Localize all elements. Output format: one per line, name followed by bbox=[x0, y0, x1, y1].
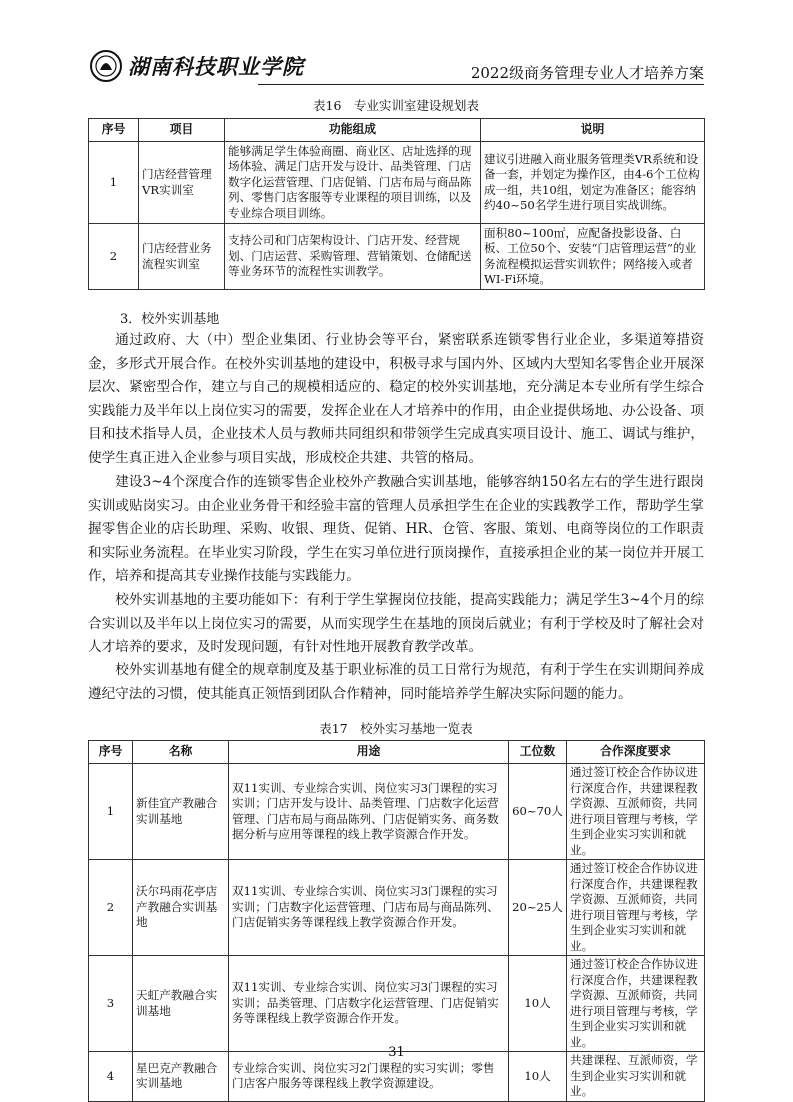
row-use: 双11实训、专业综合实训、岗位实习3门课程的实习实训；门店开发与设计、品类管理、门店数字化运营管理、门店布局与商品陈列、门店促销实务、商务数据分析与应用等课程的线上教学资源合作开发。 bbox=[229, 764, 509, 860]
row-requirement: 通过签订校企合作协议进行深度合作，共建课程教学资源、互派师资，共同进行项目管理与考核，学生到企业实习实训和就业。 bbox=[567, 956, 705, 1052]
table16-caption: 表16 专业实训室建设规划表 bbox=[313, 98, 479, 113]
column-header: 名称 bbox=[133, 741, 229, 764]
row-number: 1 bbox=[89, 142, 139, 224]
row-number: 4 bbox=[89, 1052, 133, 1102]
row-requirement: 通过签订校企合作协议进行深度合作，共建课程教学资源、互派师资，共同进行项目管理与考核，学生到企业实习实训和就业。 bbox=[567, 764, 705, 860]
row-note: 建议引进融入商业服务管理类VR系统和设备一套，并划定为操作区，由4-6个工位构成一组，共10组，划定为准备区；能容纳约40~50名学生进行项目实战训练。 bbox=[481, 142, 705, 224]
svg-text:湖南科技职业学院: 湖南科技职业学院 bbox=[128, 54, 304, 79]
row-requirement: 共建课程、互派师资，学生到企业实习实训和就业。 bbox=[567, 1052, 705, 1102]
table-row bbox=[89, 142, 705, 224]
column-header: 用途 bbox=[229, 741, 509, 764]
row-number: 2 bbox=[89, 860, 133, 956]
row-number: 1 bbox=[89, 764, 133, 860]
column-header: 序号 bbox=[89, 119, 139, 142]
row-seats: 20~25人 bbox=[509, 860, 567, 956]
table-row bbox=[89, 764, 705, 860]
table17-caption: 表17 校外实习基地一览表 bbox=[319, 721, 473, 736]
row-name: 沃尔玛雨花亭店产教融合实训基地 bbox=[133, 860, 229, 956]
row-use: 双11实训、专业综合实训、岗位实习3门课程的实习实训；品类管理、门店数字化运营管理、门店促销实务等课程线上教学资源合作开发。 bbox=[229, 956, 509, 1052]
paragraph: 建设3~4个深度合作的连锁零售企业校外产教融合实训基地，能够容纳150名左右的学生进行跟岗实训或贴岗实习。由企业业务骨干和经验丰富的管理人员承担学生在企业的实践教学工作，帮助学生掌握零售企业的店长助理、采购、收银、理货、促销、HR、仓管、客服、策划、电商等岗位的工作职责和实际业务流程。在毕业实习阶段，学生在实习单位进行顶岗操作，直接承担企业的某一岗位并开展工作，培养和提高其专业操作技能与实践能力。 bbox=[88, 474, 704, 584]
row-name: 天虹产教融合实训基地 bbox=[133, 956, 229, 1052]
row-seats: 10人 bbox=[509, 1052, 567, 1102]
table-row bbox=[89, 860, 705, 956]
row-note: 面积80~100㎡，应配备投影设备、白板、工位50个、安装“门店管理运营”的业务流程模拟运营实训软件；网络接入或者WI-Fi环境。 bbox=[481, 224, 705, 290]
row-number: 3 bbox=[89, 956, 133, 1052]
row-number: 2 bbox=[89, 224, 139, 290]
table-header-row bbox=[89, 119, 705, 142]
table-row bbox=[89, 224, 705, 290]
table16 bbox=[88, 118, 705, 290]
table-row bbox=[89, 956, 705, 1052]
row-use: 专业综合实训、岗位实习2门课程的实习实训；零售门店客户服务等课程线上教学资源建设。 bbox=[229, 1052, 509, 1102]
row-seats: 60~70人 bbox=[509, 764, 567, 860]
column-header: 合作深度要求 bbox=[567, 741, 705, 764]
row-use: 双11实训、专业综合实训、岗位实习3门课程的实习实训；门店数字化运营管理、门店布局与商品陈列、门店促销实务等课程线上教学资源合作开发。 bbox=[229, 860, 509, 956]
column-header: 工位数 bbox=[509, 741, 567, 764]
paragraph: 通过政府、大（中）型企业集团、行业协会等平台，紧密联系连锁零售行业企业，多渠道筹措资金，多形式开展合作。在校外实训基地的建设中，积极寻求与国内外、区域内大型知名零售企业开展深层次、紧密型合作，建立与自己的规模相适应的、稳定的校外实训基地，充分满足本专业所有学生综合实践能力及半年以上岗位实习的需要，发挥企业在人才培养中的作用，由企业提供场地、办公设备、项目和技术指导人员，企业技术人员与教师共同组织和带领学生完成真实项目设计、施工、调试与维护，使学生真正进入企业参与项目实战，形成校企共建、共管的格局。 bbox=[88, 332, 704, 466]
page-number: 31 bbox=[388, 1045, 405, 1060]
column-header: 序号 bbox=[89, 741, 133, 764]
column-header: 说明 bbox=[481, 119, 705, 142]
row-name: 新佳宜产教融合实训基地 bbox=[133, 764, 229, 860]
section-title: 3．校外实训基地 bbox=[120, 312, 220, 327]
row-function: 支持公司和门店架构设计、门店开发、经营规划、门店运营、采购管理、营销策划、仓储配送等业务环节的流程性实训教学。 bbox=[225, 224, 481, 290]
column-header: 功能组成 bbox=[225, 119, 481, 142]
school-logo bbox=[88, 48, 338, 84]
column-header: 项目 bbox=[139, 119, 225, 142]
row-function: 能够满足学生体验商圈、商业区、店址选择的现场体验、满足门店开发与设计、品类管理、门店数字化运营管理、门店促销、门店布局与商品陈列、零售门店客服等专业课程的项目训练，以及专业综合项目训练。 bbox=[225, 142, 481, 224]
table-header-row bbox=[89, 741, 705, 764]
paragraph: 校外实训基地的主要功能如下：有利于学生掌握岗位技能，提高实践能力；满足学生3~4个月的综合实训以及半年以上岗位实习的需要，从而实现学生在基地的顶岗后就业；有利于学校及时了解社会对人才培养的要求，及时发现问题，有针对性地开展教育教学改革。 bbox=[88, 592, 704, 655]
document-title: 2022级商务管理专业人才培养方案 bbox=[470, 64, 704, 82]
row-seats: 10人 bbox=[509, 956, 567, 1052]
header-divider bbox=[258, 84, 704, 85]
row-item: 门店经营管理VR实训室 bbox=[139, 142, 225, 224]
row-name: 星巴克产教融合实训基地 bbox=[133, 1052, 229, 1102]
paragraph: 校外实训基地有健全的规章制度及基于职业标准的员工日常行为规范，有利于学生在实训期间养成遵纪守法的习惯，使其能真正领悟到团队合作精神，同时能培养学生解决实际问题的能力。 bbox=[88, 662, 704, 702]
page-header bbox=[88, 48, 704, 88]
row-requirement: 通过签订校企合作协议进行深度合作，共建课程教学资源、互派师资，共同进行项目管理与考核，学生到企业实习实训和就业。 bbox=[567, 860, 705, 956]
row-item: 门店经营业务流程实训室 bbox=[139, 224, 225, 290]
